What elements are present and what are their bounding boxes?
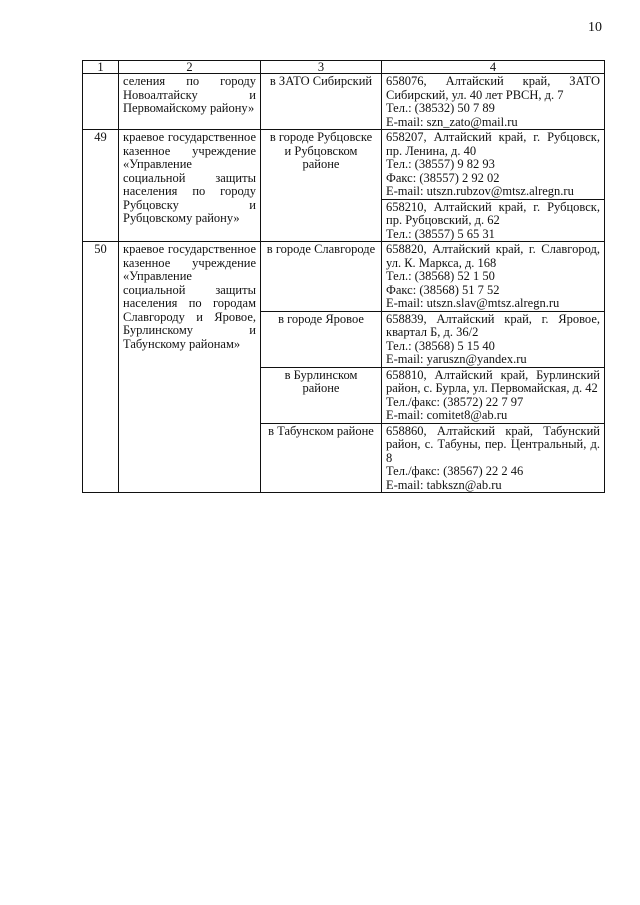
page-number: 10 <box>588 20 602 35</box>
district-cell: в Бурлинском районе <box>261 367 382 423</box>
district-cell: в городе Яровое <box>261 311 382 367</box>
institution-name-cell: селения по городу Новоалтайску и Первомайскому району» <box>119 74 261 130</box>
institution-name-cell: краевое государственное казенное учреждение «Управление социальной защиты населения по городу Рубцовску и Рубцовскому району» <box>119 130 261 242</box>
address-cell: 658207, Алтайский край, г. Рубцовск, пр. Ленина, д. 40 Тел.: (38557) 9 82 93 Факс: (38557) 2 92 02 E-mail: utszn.rubzov@mtsz.alregn.ru <box>382 130 605 200</box>
district-cell: в ЗАТО Сибирский <box>261 74 382 130</box>
address-cell: 658839, Алтайский край, г. Яровое, квартал Б, д. 36/2 Тел.: (38568) 5 15 40 E-mail: yaruszn@yandex.ru <box>382 311 605 367</box>
institutions-table <box>82 60 605 493</box>
column-number: 3 <box>261 61 382 74</box>
address-cell: 658860, Алтайский край, Табунский район, с. Табуны, пер. Центральный, д. 8 Тел./факс: (38567) 22 2 46 E-mail: tabkszn@ab.ru <box>382 423 605 493</box>
table-row <box>83 242 605 312</box>
column-number: 2 <box>119 61 261 74</box>
column-number: 4 <box>382 61 605 74</box>
address-cell: 658076, Алтайский край, ЗАТО Сибирский, ул. 40 лет РВСН, д. 7 Тел.: (38532) 50 7 89 E-mail: szn_zato@mail.ru <box>382 74 605 130</box>
row-number-cell: 50 <box>83 242 119 493</box>
column-number: 1 <box>83 61 119 74</box>
district-cell: в городе Славгороде <box>261 242 382 312</box>
institution-name-cell: краевое государственное казенное учреждение «Управление социальной защиты населения по городам Славгороду и Яровое, Бурлинскому и Табунскому районам» <box>119 242 261 493</box>
address-cell: 658810, Алтайский край, Бурлинский район, с. Бурла, ул. Первомайская, д. 42 Тел./факс: (38572) 22 7 97 E-mail: comitet8@ab.ru <box>382 367 605 423</box>
column-number-row <box>83 61 605 74</box>
table-row <box>83 74 605 130</box>
district-cell: в городе Рубцовске и Рубцовском районе <box>261 130 382 242</box>
row-number-cell: 49 <box>83 130 119 242</box>
address-cell: 658820, Алтайский край, г. Славгород, ул. К. Маркса, д. 168 Тел.: (38568) 52 1 50 Факс: (38568) 51 7 52 E-mail: utszn.slav@mtsz.alregn.ru <box>382 242 605 312</box>
district-cell: в Табунском районе <box>261 423 382 493</box>
address-cell: 658210, Алтайский край, г. Рубцовск, пр. Рубцовский, д. 62 Тел.: (38557) 5 65 31 <box>382 199 605 242</box>
table-row <box>83 130 605 200</box>
row-number-cell <box>83 74 119 130</box>
